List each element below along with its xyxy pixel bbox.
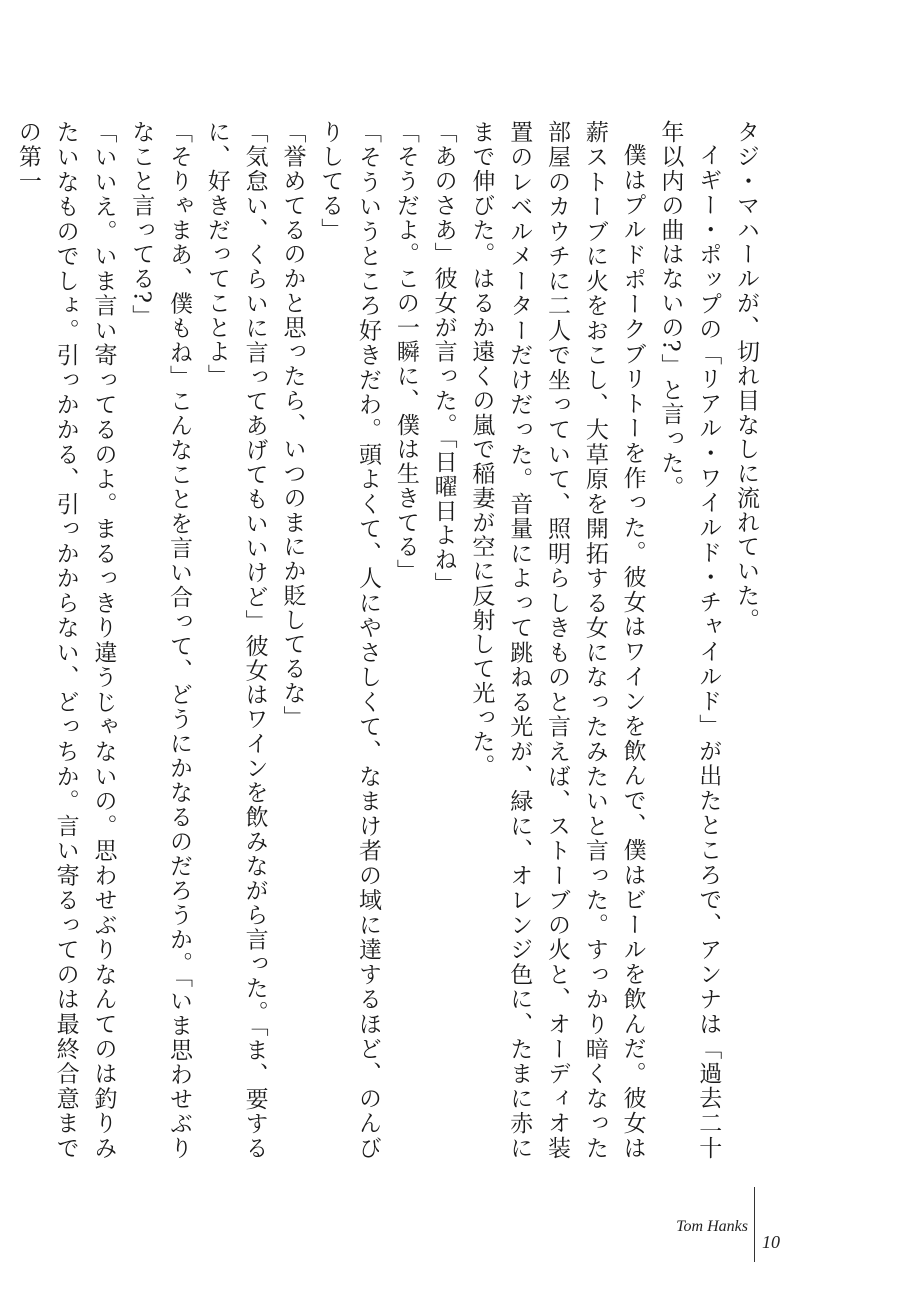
paragraph-7: 「誉めてるのかと思ったら、いつのまにか貶してるな」	[279, 120, 306, 730]
paragraph-4: 「あのさあ」彼女が言った。「日曜日よね」	[430, 120, 457, 597]
paragraph-2: イギー・ポップの「リアル・ワイルド・チャイルド」が出たところで、アンナは「過去二十年以内の曲はないの?」と言った。	[657, 120, 722, 1160]
vertical-text-body	[14, 120, 764, 1160]
paragraph-9: 「そりゃまあ、僕もね」こんなことを言い合って、どうにかなるのだろうか。「いま思わせぶりなこと言ってる?」	[128, 120, 193, 1160]
running-footer-author: Tom Hanks	[676, 1218, 748, 1235]
paragraph-6: 「そういうところ好きだわ。頭よくて、人にやさしくて、なまけ者の域に達するほど、のんびりしてる」	[317, 120, 382, 1160]
footer-divider	[754, 1187, 755, 1262]
paragraph-1: タジ・マハールが、切れ目なしに流れていた。	[733, 120, 759, 632]
paragraph-3: 僕はプルドポークブリトーを作った。彼女はワインを飲んで、僕はビールを飲んだ。彼女は薪ストーブに火をおこし、大草原を開拓する女になったみたいと言った。すっかり暗くなった部屋のカウチに二人で坐っていて、照明らしきものと言えば、ストーブの火と、オーディオ装置のレベルメーターだけだった。音量によって跳ねる光が、緑に、オレンジ色に、たまに赤にまで伸びた。はるか遠くの嵐で稲妻が空に反射して光った。	[468, 120, 646, 1160]
paragraph-8: 「気怠い、くらいに言ってあげてもいいけど」彼女はワインを飲みながら言った。「ま、要するに、好きだってことよ」	[203, 120, 268, 1160]
paragraph-5: 「そうだよ。この一瞬に、僕は生きてる」	[392, 120, 419, 584]
paragraph-10: 「いいえ。いま言い寄ってるのよ。まるっきり違うじゃないの。思わせぶりなんてのは釣りみたいなものでしょ。引っかかる、引っかからない、どっちか。言い寄るってのは最終合意までの第一	[14, 120, 117, 1160]
page-number: 10	[762, 1232, 780, 1252]
